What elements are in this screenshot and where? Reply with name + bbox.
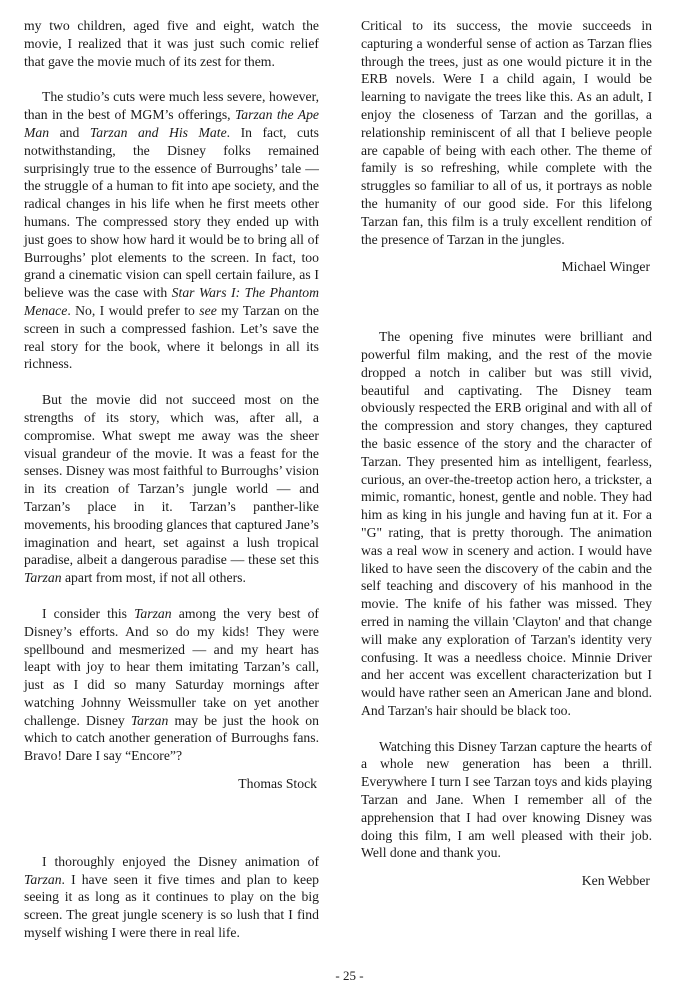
page-number: - 25 - xyxy=(335,968,364,983)
paragraph: But the movie did not succeed most on the strengths of its story, which was, after all, a compromise. What swept me away was the sheer visual grandeur of the movie. It was a feast for the senses. Disney was most faithful to Burroughs’ vision in its creation of Tarzan’s jungle world — and Tarzan’s place in it. Tarzan’s panther-like movements, his brooding glances that captured Jane’s imagination and heart, set against a lush tropical paradise, albeit a dangerous paradise — these set this Tarzan apart from most, if not all others. xyxy=(24,392,319,586)
paragraph: Watching this Disney Tarzan capture the hearts of a whole new generation has been a thrill. Everywhere I turn I see Tarzan toys and kids playing Tarzan and Jane. When I remember all of the apprehension that I had over knowing Disney was doing this film, I am well pleased with their job. Well done and thank you. xyxy=(361,738,652,861)
right-column xyxy=(361,17,652,890)
paragraph: The opening five minutes were brilliant and powerful film making, and the rest of the movie dropped a notch in caliber but was still vivid, beautiful and captivating. The Disney team obviously respected the ERB original and with all of the compression and story changes, they captured the basic essence of the story and the character of Tarzan. They presented him as intelligent, fearless, curious, an over-the-treetop action hero, a trickster, a mimic, romantic, honest, gentle and noble. They had him as king in his jungle and having fun at it. For a "G" rating, that is pretty thorough. The animation was a real wow in scenery and action. I would have liked to have seen the discovery of the cabin and the self teaching and discovery of his manhood in the movie. The knife of his father was missed. They erred in naming the villain 'Clayton' and that change will make any exploration of Tarzan's identity very confusing. It was a needless choice. Minnie Driver and her accent was excellent characterization but I would have rather seen an American Jane and blond. And Tarzan's hair should be black too. xyxy=(361,329,652,718)
author-signature: Ken Webber xyxy=(581,873,650,889)
paragraph: I consider this Tarzan among the very best of Disney’s efforts. And so do my kids! They were spellbound and mesmerized — and my heart has leapt with joy to hear them imitating Tarzan’s call, just as I did so many Saturday mornings after watching Johnny Weissmuller take on yet another challenge. Disney Tarzan may be just the hook on which to catch another generation of Burroughs fans. Bravo! Dare I say “Encore”? xyxy=(24,605,319,764)
paragraph: Critical to its success, the movie succeeds in capturing a wonderful sense of action as Tarzan flies through the trees, just as one would picture it in the ERB novels. Were I a child again, I would be learning to navigate the trees like this. As an adult, I enjoy the closeness of Tarzan and the gorillas, a relationship reminiscent of all that I believe people are capable of being with each other. The theme of family is so refreshing, while complete with the struggles so familiar to all of us, it portrays as noble the humanity of our good side. For this lifelong Tarzan fan, this film is a truly excellent rendition of the presence of Tarzan in the jungles. xyxy=(361,18,652,247)
author-signature: Michael Winger xyxy=(561,259,650,275)
paragraph: my two children, aged five and eight, watch the movie, I realized that it was just such comic relief that gave the movie much of its zest for them. xyxy=(24,18,319,69)
paragraph: I thoroughly enjoyed the Disney animation of Tarzan. I have seen it five times and plan to keep seeing it as long as it continues to play on the big screen. The great jungle scenery is so lush that I find myself wishing I were there in real life. xyxy=(24,853,319,941)
left-column xyxy=(24,17,319,942)
paragraph: The studio’s cuts were much less severe, however, than in the best of MGM’s offerings, Tarzan the Ape Man and Tarzan and His Mate. In fact, cuts notwithstanding, the Disney folks remained surprisingly true to the essence of Burroughs’ tale — the struggle of a human to fit into ape society, and the radical changes in his life when he first meets other humans. The compressed story they ended up with just goes to show how hard it would be to bring all of Burroughs’ plot elements to the screen. In fact, too grand a cinematic vision can spell certain failure, as I believe was the case with Star Wars I: The Phantom Menace. No, I would prefer to see my Tarzan on the screen in such a compressed fashion. Let’s save the real story for the book, where it belongs in all its richness. xyxy=(24,89,319,372)
author-signature: Thomas Stock xyxy=(238,776,317,792)
